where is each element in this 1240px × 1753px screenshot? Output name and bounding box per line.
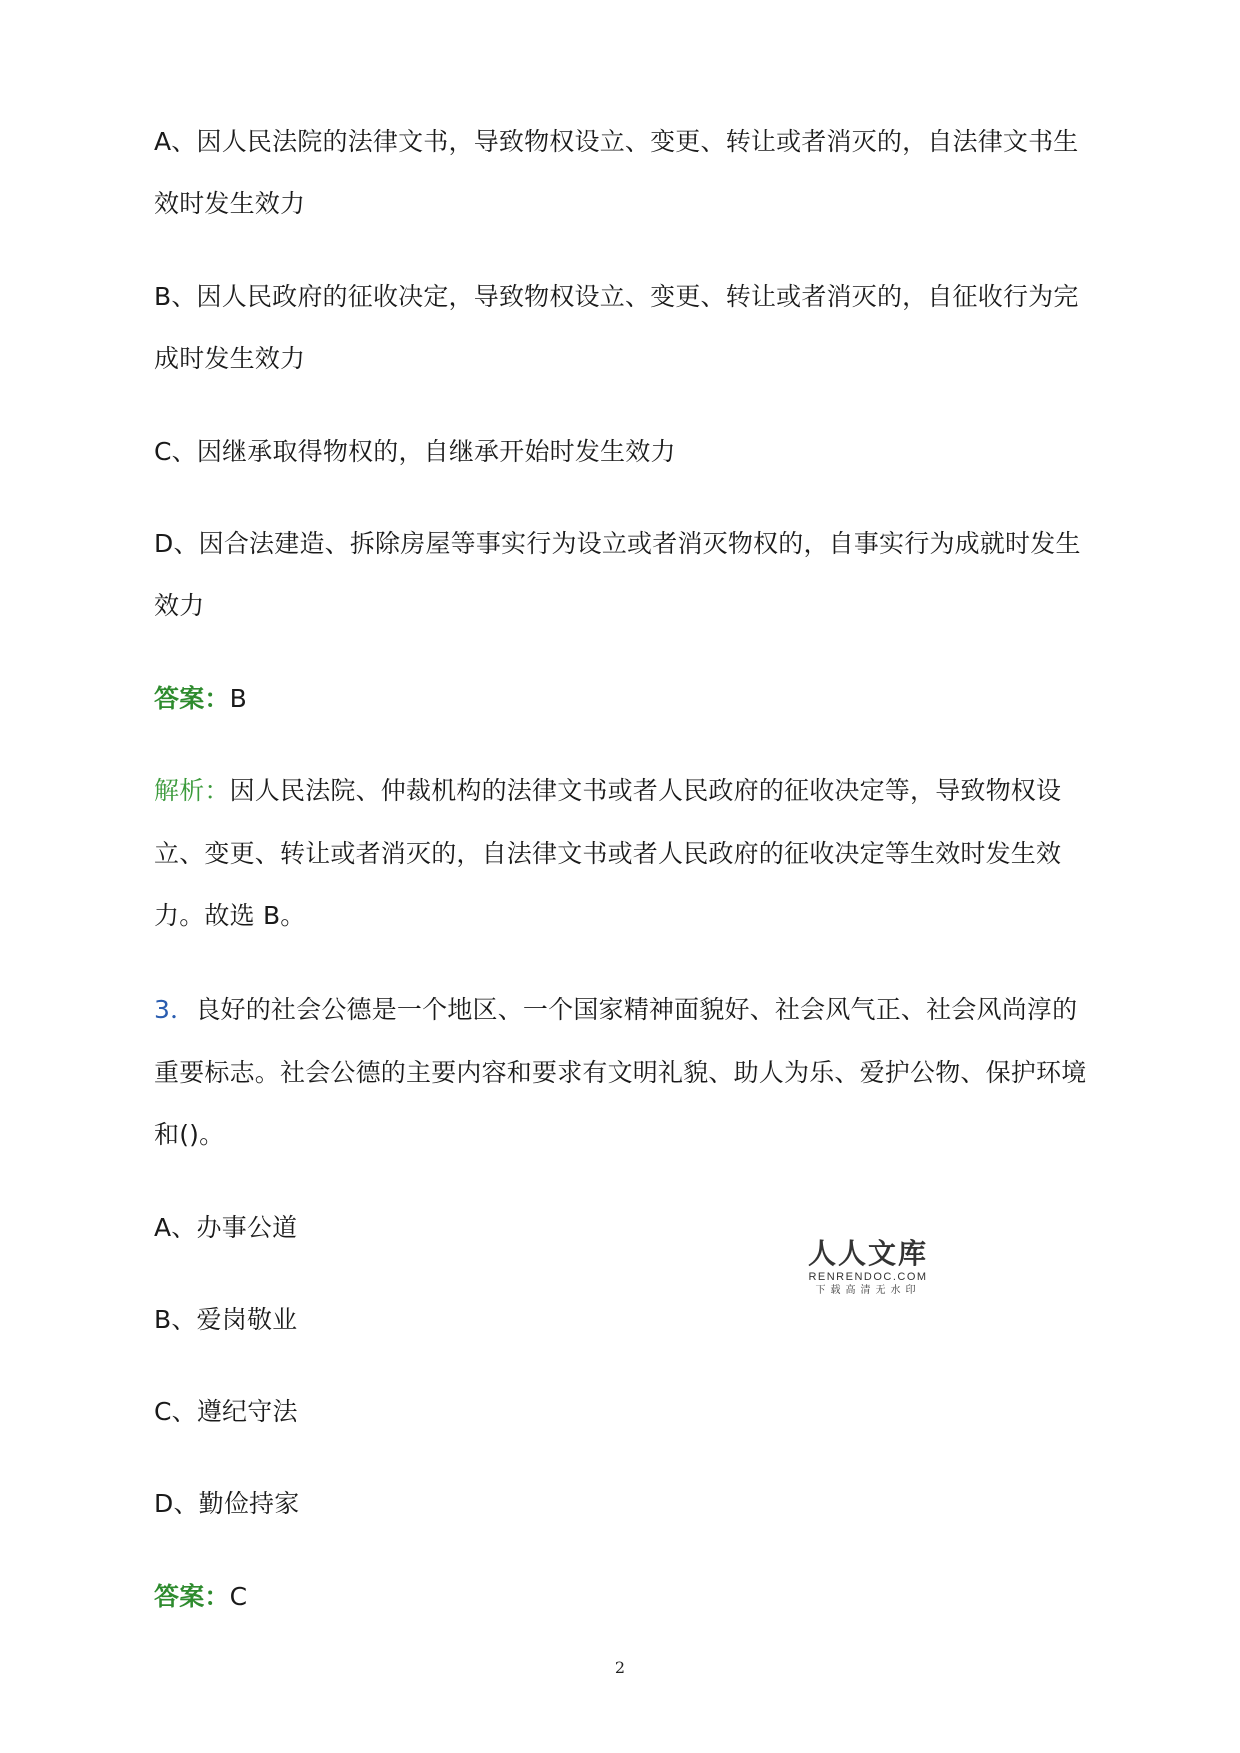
q2-option-a-line2: 效时发生效力 <box>154 189 306 218</box>
answer-value: B <box>229 684 247 713</box>
question-text: 良好的社会公德是一个地区、一个国家精神面貌好、社会风气正、社会风尚淳的 <box>195 995 1078 1024</box>
q2-option-d-line2: 效力 <box>154 591 205 620</box>
watermark-domain: RENRENDOC.COM <box>808 1271 928 1283</box>
watermark-subtitle: 下载高清无水印 <box>815 1285 921 1296</box>
q2-option-b-line2: 成时发生效力 <box>154 344 306 373</box>
q2-option-d-line1: D、因合法建造、拆除房屋等事实行为设立或者消灭物权的，自事实行为成就时发生 <box>154 529 1081 558</box>
q3-answer <box>154 1581 247 1613</box>
q3-option-c: C、遵纪守法 <box>154 1397 298 1426</box>
q3-option-d: D、勤俭持家 <box>154 1489 300 1518</box>
q2-analysis-line2: 立、变更、转让或者消灭的，自法律文书或者人民政府的征收决定等生效时发生效 <box>154 839 1062 868</box>
page-number: 2 <box>614 1658 626 1677</box>
q3-option-b: B、爱岗敬业 <box>154 1305 298 1334</box>
watermark-title: 人人文库 <box>807 1237 928 1270</box>
answer-label: 答案： <box>154 1582 230 1611</box>
question-number-separator: ． <box>170 995 196 1024</box>
q2-option-b-line1: B、因人民政府的征收决定，导致物权设立、变更、转让或者消灭的，自征收行为完 <box>154 282 1079 311</box>
q2-analysis-line1 <box>154 775 1061 807</box>
q3-stem-line3: 和()。 <box>154 1120 225 1149</box>
analysis-text: 因人民法院、仲裁机构的法律文书或者人民政府的征收决定等，导致物权设 <box>229 776 1062 805</box>
answer-value: C <box>229 1582 248 1611</box>
analysis-label: 解析： <box>154 776 230 805</box>
question-number: 3 <box>154 995 171 1024</box>
q2-option-a-line1: A、因人民法院的法律文书，导致物权设立、变更、转让或者消灭的，自法律文书生 <box>154 127 1079 156</box>
watermark-logo <box>800 1238 936 1298</box>
q3-option-a: A、办事公道 <box>154 1213 298 1242</box>
q2-analysis-line3: 力。故选 B。 <box>154 901 306 930</box>
q3-stem-line2: 重要标志。社会公德的主要内容和要求有文明礼貌、助人为乐、爱护公物、保护环境 <box>154 1058 1087 1087</box>
q3-stem-line1 <box>154 994 1077 1026</box>
q2-option-c: C、因继承取得物权的，自继承开始时发生效力 <box>154 437 676 466</box>
answer-label: 答案： <box>154 684 230 713</box>
q2-answer <box>154 683 247 715</box>
